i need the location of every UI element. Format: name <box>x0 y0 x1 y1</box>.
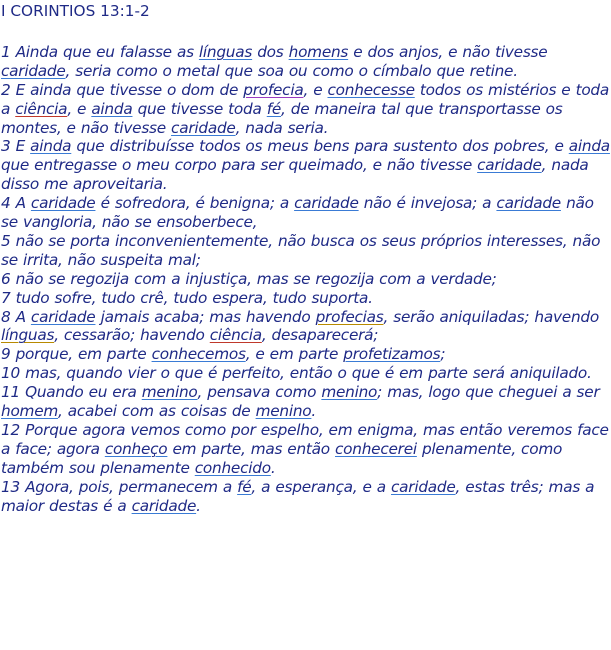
title-spacer <box>1 21 611 43</box>
verse-list <box>1 43 611 516</box>
verse-text: , nada disso me aproveitaria. <box>1 156 589 194</box>
verse-13 <box>1 478 611 516</box>
verse-text: 9 porque, em parte <box>1 345 152 364</box>
verse-text: não se vangloria, não se ensoberbece, <box>1 194 594 232</box>
verse-text: 7 tudo sofre, tudo crê, tudo espera, tudo suporta. <box>1 288 373 307</box>
spellcheck-word: fé <box>266 99 282 118</box>
verse-5 <box>1 232 611 270</box>
spellcheck-word: ainda <box>91 99 133 118</box>
spellcheck-word: caridade <box>30 307 96 326</box>
spellcheck-word: conhecesse <box>327 80 415 99</box>
verse-3 <box>1 137 611 194</box>
spellcheck-word: fé <box>237 477 252 496</box>
spellcheck-word: ciência <box>15 99 68 118</box>
verse-text: , e <box>67 99 92 118</box>
verse-8 <box>1 308 611 346</box>
verse-text: jamais acaba; mas havendo <box>95 307 316 326</box>
verse-text: , a esperança, e a <box>251 477 392 496</box>
verse-text: , seria como o metal que soa ou como o címbalo que retine. <box>65 61 518 80</box>
spellcheck-word: conhecemos <box>151 345 246 364</box>
verse-9 <box>1 345 611 364</box>
verse-text: em parte, mas então <box>167 439 336 458</box>
spellcheck-word: profecia <box>243 80 304 99</box>
spellcheck-word: ainda <box>30 137 72 156</box>
spellcheck-word: caridade <box>477 156 542 175</box>
verse-text: 10 mas, quando vier o que é perfeito, então o que é em parte será aniquilado. <box>1 364 592 383</box>
verse-text: 1 Ainda que eu falasse as <box>1 42 199 61</box>
spellcheck-word: caridade <box>496 194 561 213</box>
spellcheck-word: homem <box>1 402 59 421</box>
spellcheck-word: profetizamos <box>343 345 441 364</box>
verse-text: , acabei com as coisas de <box>58 402 256 421</box>
verse-text: ; mas, logo que cheguei a ser <box>377 383 600 402</box>
verse-10 <box>1 364 611 383</box>
spellcheck-word: línguas <box>198 42 253 61</box>
verse-text: dos <box>252 42 289 61</box>
spellcheck-word: ainda <box>568 137 610 156</box>
verse-text: , cessarão; havendo <box>54 326 210 345</box>
spellcheck-word: caridade <box>131 496 197 515</box>
verse-text: 13 Agora, pois, permanecem a <box>1 477 238 496</box>
verse-text: . <box>311 402 317 421</box>
verse-text: , estas três; mas a maior destas é a <box>1 477 595 515</box>
spellcheck-word: ciência <box>209 326 262 345</box>
verse-text: , nada seria. <box>235 118 329 137</box>
verse-text: , de maneira tal que transportasse os montes, e não tivesse <box>1 99 563 137</box>
spellcheck-word: conhecido <box>194 458 271 477</box>
verse-text: , desaparecerá; <box>261 326 379 345</box>
spellcheck-word: homens <box>288 42 349 61</box>
verse-text: todos os mistérios e toda a <box>1 80 610 118</box>
verse-text: 2 E ainda que tivesse o dom de <box>1 80 244 99</box>
verse-11 <box>1 383 611 421</box>
verse-text: 11 Quando eu era <box>1 383 142 402</box>
document-title: I CORINTIOS 13:1-2 <box>1 2 150 20</box>
verse-7 <box>1 289 611 308</box>
spellcheck-word: caridade <box>1 61 66 80</box>
verse-text: não é invejosa; a <box>358 194 497 213</box>
verse-text: ; <box>440 345 446 364</box>
spellcheck-word: caridade <box>294 194 359 213</box>
verse-text: 3 E <box>1 137 31 156</box>
spellcheck-word: profecias <box>315 307 384 326</box>
spellcheck-word: caridade <box>171 118 236 137</box>
verse-text: 12 Porque agora vemos como por espelho, em enigma, mas então veremos face a face; agora <box>1 421 609 458</box>
verse-text: e dos anjos, e não tivesse <box>348 42 548 61</box>
verse-2 <box>1 81 611 138</box>
verse-text: . <box>196 496 201 515</box>
spellcheck-word: menino <box>255 402 312 421</box>
verse-12 <box>1 421 611 478</box>
verse-text: , serão aniquiladas; havendo <box>383 307 599 326</box>
verse-1 <box>1 43 611 81</box>
verse-text: plenamente, como também sou plenamente <box>1 439 563 477</box>
verse-text: 4 A <box>1 194 31 213</box>
spellcheck-word: conhecerei <box>335 439 417 458</box>
verse-text: que distribuísse todos os meus bens para sustento dos pobres, e <box>71 137 569 156</box>
verse-text: que tivesse toda <box>132 99 267 118</box>
verse-text: é sofredora, é benigna; a <box>95 194 295 213</box>
verse-text: que entregasse o meu corpo para ser queimado, e não tivesse <box>1 156 478 175</box>
spellcheck-word: línguas <box>1 326 55 345</box>
spellcheck-word: menino <box>321 383 378 402</box>
spellcheck-word: conheço <box>104 439 168 458</box>
verse-text: 8 A <box>1 307 31 326</box>
verse-text: . <box>270 458 276 477</box>
spellcheck-word: caridade <box>391 477 456 496</box>
verse-4 <box>1 194 611 232</box>
verse-text: , e em parte <box>245 345 344 364</box>
verse-text: 5 não se porta inconvenientemente, não busca os seus próprios interesses, não se irrita, não suspeita mal; <box>1 231 601 269</box>
verse-text: , pensava como <box>197 383 322 402</box>
spellcheck-word: menino <box>141 383 198 402</box>
verse-text: 6 não se regozija com a injustiça, mas se regozija com a verdade; <box>1 269 497 288</box>
verse-text: , e <box>303 80 328 99</box>
verse-6 <box>1 270 611 289</box>
spellcheck-word: caridade <box>30 194 96 213</box>
